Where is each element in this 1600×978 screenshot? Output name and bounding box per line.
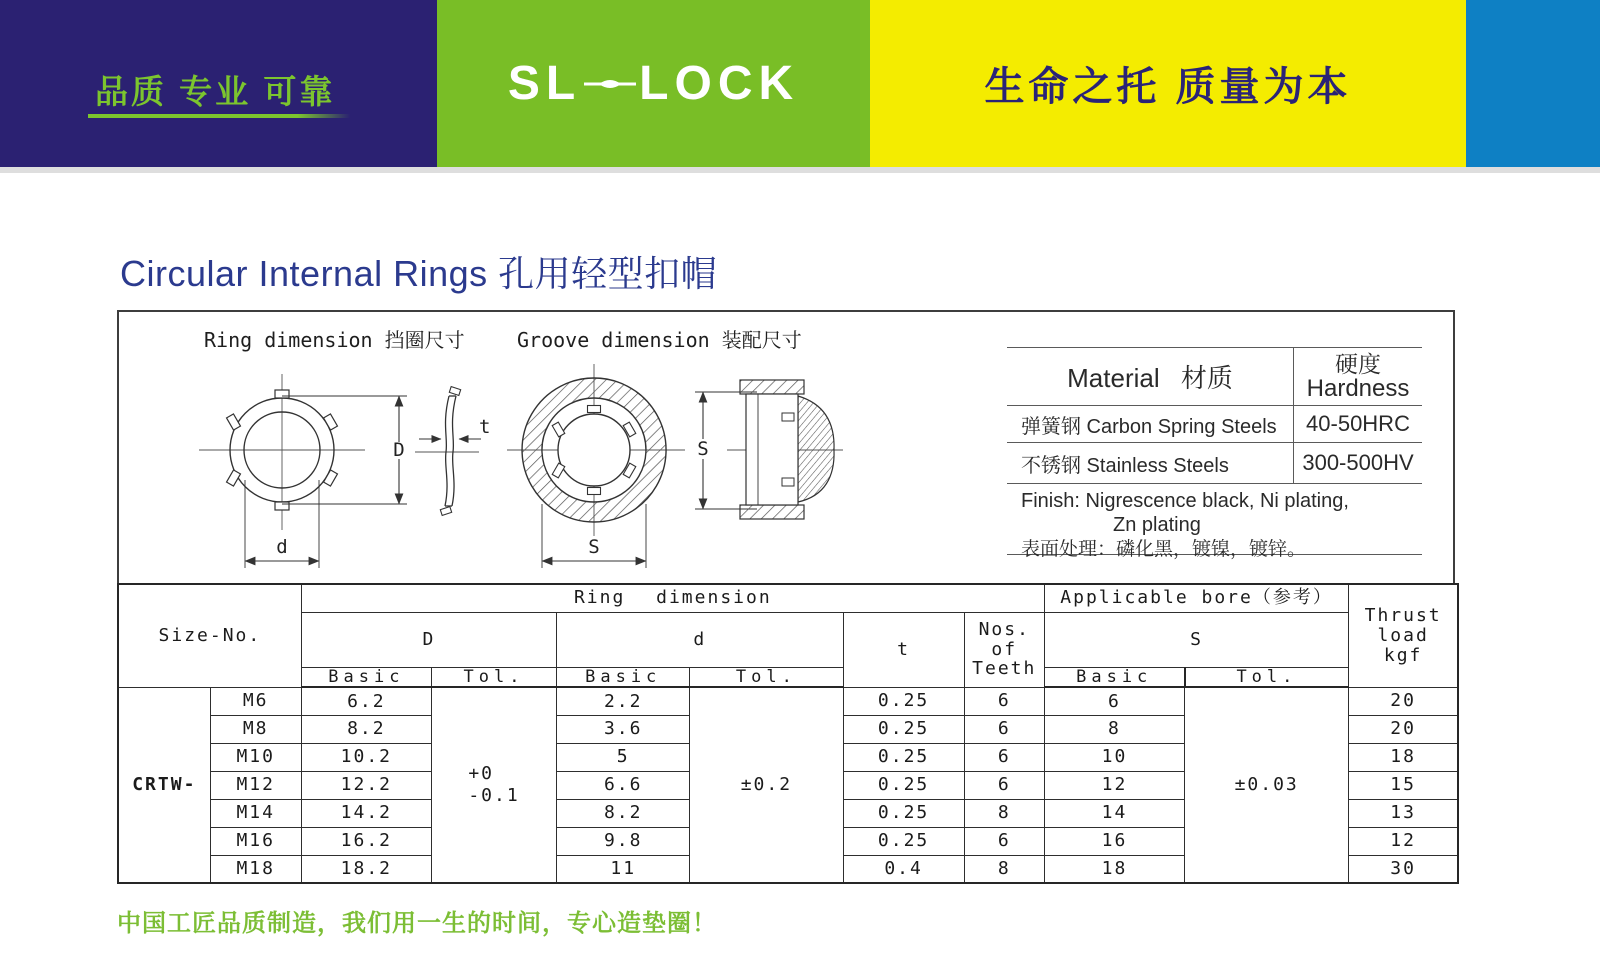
spec-D: 8.2 bbox=[301, 715, 431, 743]
spec-S: 6 bbox=[1044, 687, 1184, 715]
spec-teeth: 6 bbox=[964, 715, 1044, 743]
header-nos-of-teeth bbox=[964, 612, 1044, 687]
finish-line1: Finish: Nigrescence black, Ni plating, bbox=[1021, 490, 1349, 512]
header-D-tol: Tol. bbox=[431, 667, 556, 687]
teeth-line2: Teeth bbox=[972, 658, 1037, 680]
header-blue-band bbox=[1466, 0, 1600, 167]
spec-teeth: 6 bbox=[964, 827, 1044, 855]
material-table bbox=[1007, 347, 1422, 560]
header-D: D bbox=[301, 612, 556, 667]
spec-thrust: 20 bbox=[1349, 687, 1458, 715]
page-title: Circular Internal Rings 孔用轻型扣帽 bbox=[120, 253, 718, 294]
header-slogan: 生命之托 质量为本 bbox=[984, 65, 1352, 109]
spec-size: M10 bbox=[210, 743, 301, 771]
material-row-stainless-steel bbox=[1007, 443, 1422, 483]
finish-line2: Zn plating bbox=[1113, 514, 1201, 537]
material-header-row bbox=[1007, 348, 1422, 405]
spec-header-row-3 bbox=[118, 667, 1458, 687]
table-row bbox=[118, 687, 1458, 715]
header-t: t bbox=[843, 612, 964, 687]
tagline-underline bbox=[88, 114, 350, 118]
spec-S: 18 bbox=[1044, 855, 1184, 883]
brand-logo-sl: SL bbox=[507, 57, 582, 110]
spec-thrust: 12 bbox=[1349, 827, 1458, 855]
header-S-tol: Tol. bbox=[1185, 667, 1349, 687]
hardness-header bbox=[1294, 348, 1422, 405]
spec-size: M8 bbox=[210, 715, 301, 743]
header-thrust-load bbox=[1349, 584, 1458, 687]
teeth-line1: Nos. of bbox=[978, 618, 1030, 660]
header-navy-band bbox=[0, 0, 437, 167]
spec-d: 5 bbox=[557, 743, 690, 771]
material-hardness: 40-50HRC bbox=[1306, 411, 1410, 436]
dim-label-S-groove: S bbox=[588, 536, 600, 558]
spec-header-row-1 bbox=[118, 584, 1458, 612]
spec-d: 2.2 bbox=[557, 687, 690, 715]
header-d: d bbox=[557, 612, 843, 667]
spec-thrust: 30 bbox=[1349, 855, 1458, 883]
spec-D: 16.2 bbox=[301, 827, 431, 855]
spec-t: 0.25 bbox=[843, 687, 964, 715]
spec-D: 10.2 bbox=[301, 743, 431, 771]
header-d-basic: Basic bbox=[557, 667, 690, 687]
header-D-basic: Basic bbox=[301, 667, 431, 687]
spec-S: 14 bbox=[1044, 799, 1184, 827]
header-tagline: 品质 专业 可靠 bbox=[95, 73, 336, 110]
spec-S: 10 bbox=[1044, 743, 1184, 771]
spec-table bbox=[117, 583, 1459, 884]
spec-d-tol: ±0.2 bbox=[690, 687, 843, 883]
footer-slogan: 中国工匠品质制造，我们用一生的时间，专心造垫圈！ bbox=[117, 910, 717, 937]
spec-t: 0.25 bbox=[843, 715, 964, 743]
D-tol-line2: -0.1 bbox=[468, 785, 520, 807]
material-header: Material 材质 bbox=[1007, 348, 1294, 405]
ring-dimension-label: Ring dimension 挡圈尺寸 bbox=[204, 328, 465, 352]
dim-label-d: d bbox=[276, 536, 288, 558]
brand-logo bbox=[508, 56, 799, 111]
spec-t: 0.25 bbox=[843, 827, 964, 855]
spec-S: 8 bbox=[1044, 715, 1184, 743]
material-hardness: 300-500HV bbox=[1302, 450, 1414, 475]
dim-label-S-side: S bbox=[697, 438, 709, 460]
thrust-line2: load bbox=[1377, 624, 1429, 646]
spec-D: 12.2 bbox=[301, 771, 431, 799]
header-yellow-band bbox=[870, 0, 1466, 167]
spec-thrust: 13 bbox=[1349, 799, 1458, 827]
spec-teeth: 8 bbox=[964, 799, 1044, 827]
material-row-spring-steel bbox=[1007, 406, 1422, 442]
hardness-header-en: Hardness bbox=[1306, 374, 1410, 402]
thrust-line3: kgf bbox=[1383, 644, 1423, 666]
header-green-band bbox=[437, 0, 870, 167]
spec-d: 8.2 bbox=[557, 799, 690, 827]
dim-label-D: D bbox=[393, 439, 405, 461]
spec-teeth: 6 bbox=[964, 743, 1044, 771]
fig-groove-top-view bbox=[507, 364, 685, 568]
thrust-line1: Thrust bbox=[1364, 605, 1442, 627]
header-size-no: Size-No. bbox=[118, 584, 301, 687]
spec-D: 6.2 bbox=[301, 687, 431, 715]
header-S-basic: Basic bbox=[1044, 667, 1184, 687]
header-banner bbox=[0, 0, 1600, 167]
header-S: S bbox=[1044, 612, 1348, 667]
spec-size: M16 bbox=[210, 827, 301, 855]
logo-lens-dash-icon bbox=[583, 73, 637, 95]
spec-series-prefix: CRTW- bbox=[118, 687, 210, 883]
spec-d: 6.6 bbox=[557, 771, 690, 799]
spec-D-tol bbox=[431, 687, 556, 883]
header-ring-dimension: Ring dimension bbox=[301, 584, 1044, 612]
spec-t: 0.4 bbox=[843, 855, 964, 883]
spec-t: 0.25 bbox=[843, 799, 964, 827]
fig-ring-side-view bbox=[415, 387, 490, 516]
spec-S: 16 bbox=[1044, 827, 1184, 855]
header-applicable-bore: Applicable bore（参考） bbox=[1044, 584, 1348, 612]
content-box bbox=[117, 310, 1455, 883]
spec-thrust: 20 bbox=[1349, 715, 1458, 743]
spec-t: 0.25 bbox=[843, 771, 964, 799]
spec-D: 14.2 bbox=[301, 799, 431, 827]
material-name: 弹簧钢 Carbon Spring Steels bbox=[1007, 406, 1294, 442]
brand-logo-lock: LOCK bbox=[639, 57, 800, 110]
spec-t: 0.25 bbox=[843, 743, 964, 771]
spec-size: M14 bbox=[210, 799, 301, 827]
spec-d: 9.8 bbox=[557, 827, 690, 855]
spec-teeth: 8 bbox=[964, 855, 1044, 883]
finish-note bbox=[1007, 484, 1422, 560]
header-d-tol: Tol. bbox=[690, 667, 843, 687]
spec-D: 18.2 bbox=[301, 855, 431, 883]
spec-d: 11 bbox=[557, 855, 690, 883]
spec-header-row-2 bbox=[118, 612, 1458, 667]
header-shadow-strip bbox=[0, 167, 1600, 173]
dim-label-t: t bbox=[479, 416, 491, 438]
D-tol-line1: +0 bbox=[468, 762, 495, 784]
fig-ring-top-view bbox=[199, 374, 407, 568]
spec-S: 12 bbox=[1044, 771, 1184, 799]
spec-size: M6 bbox=[210, 687, 301, 715]
spec-teeth: 6 bbox=[964, 771, 1044, 799]
spec-thrust: 18 bbox=[1349, 743, 1458, 771]
material-name: 不锈钢 Stainless Steels bbox=[1007, 443, 1294, 483]
spec-teeth: 6 bbox=[964, 687, 1044, 715]
spec-size: M18 bbox=[210, 855, 301, 883]
spec-thrust: 15 bbox=[1349, 771, 1458, 799]
spec-S-tol: ±0.03 bbox=[1185, 687, 1349, 883]
fig-groove-side-section bbox=[694, 380, 843, 519]
finish-line3: 表面处理：磷化黑，镀镍，镀锌。 bbox=[1021, 538, 1307, 560]
spec-d: 3.6 bbox=[557, 715, 690, 743]
groove-dimension-label: Groove dimension 装配尺寸 bbox=[517, 328, 802, 352]
spec-size: M12 bbox=[210, 771, 301, 799]
hardness-header-cjk: 硬度 bbox=[1335, 350, 1381, 377]
